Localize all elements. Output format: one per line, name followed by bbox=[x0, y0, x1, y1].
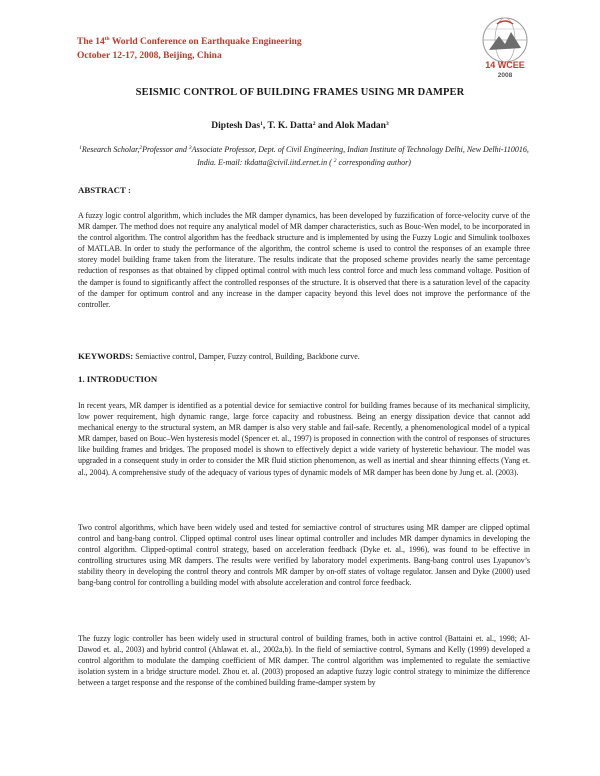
keywords bbox=[78, 351, 530, 361]
author-name: Alok Madan bbox=[334, 121, 386, 131]
paper-title: SEISMIC CONTROL OF BUILDING FRAMES USING MR DAMPER bbox=[135, 87, 465, 98]
conference-line: The 14th World Conference on Earthquake Engineering bbox=[77, 36, 302, 47]
conference-date: October 12-17, 2008, Beijing, China bbox=[77, 50, 222, 61]
author-list: Diptesh Das$^1$, T. K. Datta$^2$ and Alok Madan$^3$ bbox=[211, 121, 389, 131]
conference-header bbox=[77, 36, 302, 62]
paragraph: In recent years, MR damper is identified as a potential device for semiactive control for building frames because of its mechanical simplicity, low power requirement, high dynamic range, large force capacity and robustness. Being an energy dissipation device that cannot add mechanical energy to the structural system, an MR damper is also very stable and fail-safe. Recently, a phenomenological model of a typical MR damper, based on Bouc–Wen hysteresis model (Spencer et. al., 1997) is proposed in connection with the control of responses of structures like building frames and bridges. The proposed model is shown to effectively depict a wide variety of hysteretic behaviour. The model was upgraded in a consequent study in order to consider the MR fluid stiction phenomenon, as well as inertial and shear thinning effects (Yang et. al., 2004). A comprehensive study of the adequacy of various types of dynamic models of MR damper has been done by Jung et. al. (2003). bbox=[78, 401, 530, 477]
author-name: T. K. Datta bbox=[267, 121, 313, 131]
logo-year: 2008 bbox=[497, 72, 513, 79]
keywords-label: KEYWORDS: bbox=[78, 351, 134, 361]
abstract-text: A fuzzy logic control algorithm, which includes the MR damper dynamics, has been developed by fuzzification of force-velocity curve of the MR damper. The method does not require any analytical model of MR damper characteristics, such as Bouc-Wen model, to be incorporated in the control algorithm. The control algorithm has the feedback structure and is implemented by using the Fuzzy Logic and Simulink toolboxes of MATLAB. In order to study the performance of the algorithm, the control scheme is used to control the responses of an example three storey model building frame taken from the literature. The results indicate that the proposed scheme provides nearly the same percentage reduction of responses as that obtained by clipped optimal control with much less control force and much less command voltage. Position of the damper is found to significantly affect the controlled responses of the structure. It is observed that there is a saturation level of the capacity of the damper for optimum control and any increase in the damper capacity beyond this level does not improve the performance of the controller. bbox=[78, 211, 530, 309]
paragraph: The fuzzy logic controller has been widely used in structural control of building frames, both in active control (Battaini et. al., 1998; Al-Dawod et. al., 2003) and hybrid control (Ahlawat et. al., 2002a,b). In the field of semiactive control, Symans and Kelly (1999) developed a control algorithm to modulate the damping coefficient of MR damper. The control algorithm was implemented to regulate the semiactive isolation system in a bridge structure model. Zhou et. al. (2003) proposed an adaptive fuzzy logic control strategy to minimize the difference between a target response and the response of the combined building frame-damper system by bbox=[78, 634, 530, 688]
wcee-logo bbox=[477, 14, 533, 80]
section-heading: 1. INTRODUCTION bbox=[78, 374, 158, 384]
paragraph: Two control algorithms, which have been widely used and tested for semiactive control of structures using MR damper are clipped optimal control and bang-bang control. Clipped optimal control uses linear optimal controller and includes MR damper dynamics in developing the control algorithm. Clipped-optimal control strategy, based on acceleration feedback (Dyke et. al., 1996), was found to be effective in controlling structures using MR dampers. The results were verified by laboratory model experiments. Bang-bang control uses Lyapunov’s stability theory in developing the control theory and controls MR damper by on-off states of voltage regulator. Jansen and Dyke (2000) used bang-bang control for controlling a building model with absolute acceleration and control force feedback. bbox=[78, 523, 530, 588]
affiliation: $^1$Research Scholar,$^2$Professor and $^3$Associate Professor, Dept. of Civil Engineering, Indian Institute of Technology Delhi, New Delhi-110016, India. E-mail: tkdatta@civil.iitd.ernet.in ( $^2$ corresponding author) bbox=[79, 145, 529, 167]
keywords-text: Semiactive control, Damper, Fuzzy control, Building, Backbone curve. bbox=[133, 352, 360, 361]
author-name: Diptesh Das bbox=[211, 121, 261, 131]
abstract-heading: ABSTRACT : bbox=[78, 185, 131, 195]
logo-text: 14 WCEE bbox=[485, 60, 525, 70]
